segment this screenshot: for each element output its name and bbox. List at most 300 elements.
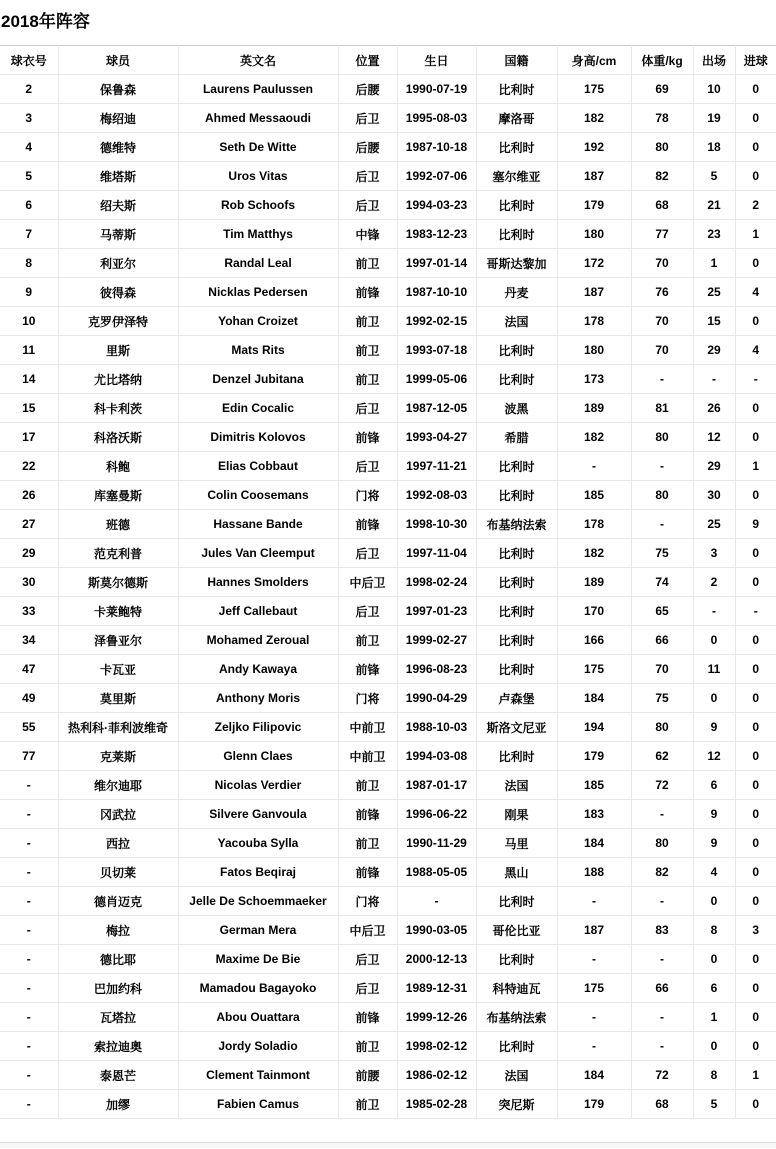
table-cell: 80 [631, 481, 693, 510]
table-cell: 黑山 [476, 858, 557, 887]
table-cell: 6 [693, 771, 735, 800]
table-cell: German Mera [178, 916, 338, 945]
page-title: 2018年阵容 [1, 12, 90, 31]
table-cell: 1990-07-19 [397, 75, 476, 104]
table-cell: 77 [0, 742, 58, 771]
table-cell: 1987-10-10 [397, 278, 476, 307]
table-cell: 26 [693, 394, 735, 423]
table-cell: 70 [631, 307, 693, 336]
table-cell: - [0, 945, 58, 974]
table-cell: - [557, 1032, 631, 1061]
table-cell: 班德 [58, 510, 178, 539]
table-cell: 1 [735, 452, 776, 481]
table-cell: 1996-08-23 [397, 655, 476, 684]
table-row [0, 974, 776, 1003]
table-cell: 0 [735, 539, 776, 568]
table-cell: 72 [631, 771, 693, 800]
table-row [0, 771, 776, 800]
table-cell: 中前卫 [338, 713, 397, 742]
table-cell: 斯洛文尼亚 [476, 713, 557, 742]
table-cell: 科特迪瓦 [476, 974, 557, 1003]
table-cell: 68 [631, 191, 693, 220]
table-cell: 9 [735, 510, 776, 539]
table-row [0, 568, 776, 597]
table-cell: 7 [0, 220, 58, 249]
table-cell: 前锋 [338, 423, 397, 452]
table-cell: 77 [631, 220, 693, 249]
table-cell: 3 [693, 539, 735, 568]
table-row [0, 1061, 776, 1090]
table-cell: 0 [693, 945, 735, 974]
table-cell: 62 [631, 742, 693, 771]
table-cell: 80 [631, 133, 693, 162]
table-cell: 180 [557, 220, 631, 249]
table-cell: Yacouba Sylla [178, 829, 338, 858]
table-cell: Tim Matthys [178, 220, 338, 249]
table-cell: 1990-11-29 [397, 829, 476, 858]
table-row [0, 249, 776, 278]
table-row [0, 626, 776, 655]
table-row [0, 1090, 776, 1119]
table-cell: 0 [735, 858, 776, 887]
table-cell: 74 [631, 568, 693, 597]
column-header: 球员 [58, 46, 178, 75]
table-cell: 0 [735, 800, 776, 829]
table-cell: Elias Cobbaut [178, 452, 338, 481]
table-row [0, 684, 776, 713]
table-cell: 比利时 [476, 742, 557, 771]
table-cell: 加缪 [58, 1090, 178, 1119]
table-cell: 德比耶 [58, 945, 178, 974]
table-cell: 比利时 [476, 655, 557, 684]
table-cell: 比利时 [476, 365, 557, 394]
table-cell: 182 [557, 423, 631, 452]
table-cell: 175 [557, 974, 631, 1003]
table-cell: 范克利普 [58, 539, 178, 568]
table-cell: 中后卫 [338, 568, 397, 597]
table-cell: Denzel Jubitana [178, 365, 338, 394]
table-cell: 0 [735, 394, 776, 423]
table-cell: 11 [693, 655, 735, 684]
table-cell: 192 [557, 133, 631, 162]
table-cell: 172 [557, 249, 631, 278]
table-cell: Nicolas Verdier [178, 771, 338, 800]
table-cell: 前锋 [338, 858, 397, 887]
table-cell: 1985-02-28 [397, 1090, 476, 1119]
table-cell: 前锋 [338, 278, 397, 307]
table-cell: 2 [0, 75, 58, 104]
table-cell: 前卫 [338, 1032, 397, 1061]
table-cell: 维尔迪耶 [58, 771, 178, 800]
table-row [0, 916, 776, 945]
table-cell: 前腰 [338, 1061, 397, 1090]
table-cell: 里斯 [58, 336, 178, 365]
table-cell: 184 [557, 1061, 631, 1090]
table-cell: 70 [631, 336, 693, 365]
table-cell: 68 [631, 1090, 693, 1119]
table-cell: 8 [693, 916, 735, 945]
table-cell: 0 [735, 655, 776, 684]
table-cell: 后卫 [338, 394, 397, 423]
table-cell: 前锋 [338, 510, 397, 539]
table-cell: - [0, 1032, 58, 1061]
column-header: 生日 [397, 46, 476, 75]
table-cell: 前卫 [338, 829, 397, 858]
table-cell: 克罗伊泽特 [58, 307, 178, 336]
table-cell: 马蒂斯 [58, 220, 178, 249]
table-cell: 0 [735, 133, 776, 162]
table-cell: 梅绍迪 [58, 104, 178, 133]
table-cell: 0 [693, 626, 735, 655]
table-cell: 4 [693, 858, 735, 887]
table-cell: 66 [631, 626, 693, 655]
table-cell: - [631, 452, 693, 481]
table-cell: 德维特 [58, 133, 178, 162]
table-cell: 德肖迈克 [58, 887, 178, 916]
table-cell: 72 [631, 1061, 693, 1090]
table-cell: 比利时 [476, 1032, 557, 1061]
table-cell: Yohan Croizet [178, 307, 338, 336]
table-cell: 后卫 [338, 162, 397, 191]
table-cell: 比利时 [476, 191, 557, 220]
table-cell: 1990-03-05 [397, 916, 476, 945]
table-cell: 尤比塔纳 [58, 365, 178, 394]
table-cell: Uros Vitas [178, 162, 338, 191]
table-cell: 10 [693, 75, 735, 104]
table-cell: 15 [693, 307, 735, 336]
table-cell: 82 [631, 858, 693, 887]
table-cell: 后腰 [338, 133, 397, 162]
table-cell: 0 [735, 1003, 776, 1032]
table-cell: 莫里斯 [58, 684, 178, 713]
table-cell: 0 [735, 742, 776, 771]
table-cell: 55 [0, 713, 58, 742]
table-cell: 0 [735, 626, 776, 655]
table-cell: 0 [735, 829, 776, 858]
table-row [0, 481, 776, 510]
table-cell: Jeff Callebaut [178, 597, 338, 626]
table-cell: 1995-08-03 [397, 104, 476, 133]
table-footer-empty-row [0, 1119, 776, 1143]
table-cell: 1996-06-22 [397, 800, 476, 829]
table-cell: 1 [693, 1003, 735, 1032]
table-cell: 184 [557, 684, 631, 713]
table-cell: - [0, 771, 58, 800]
table-row [0, 713, 776, 742]
table-cell: 比利时 [476, 539, 557, 568]
table-cell: 17 [0, 423, 58, 452]
table-cell: - [693, 597, 735, 626]
table-cell: 1999-05-06 [397, 365, 476, 394]
table-cell: 门将 [338, 684, 397, 713]
table-cell: 泽鲁亚尔 [58, 626, 178, 655]
table-cell: 塞尔维亚 [476, 162, 557, 191]
table-cell: 184 [557, 829, 631, 858]
table-cell: 梅拉 [58, 916, 178, 945]
table-cell: 0 [735, 481, 776, 510]
table-cell: 5 [693, 1090, 735, 1119]
table-cell: 1 [735, 220, 776, 249]
table-cell: 前卫 [338, 771, 397, 800]
table-cell: Mamadou Bagayoko [178, 974, 338, 1003]
table-cell: 科洛沃斯 [58, 423, 178, 452]
table-cell: 6 [0, 191, 58, 220]
table-cell: 比利时 [476, 220, 557, 249]
column-header: 位置 [338, 46, 397, 75]
table-cell: 1999-02-27 [397, 626, 476, 655]
table-cell: 4 [735, 278, 776, 307]
table-cell: 9 [693, 800, 735, 829]
table-cell: 3 [735, 916, 776, 945]
table-cell: Mohamed Zeroual [178, 626, 338, 655]
table-cell: Nicklas Pedersen [178, 278, 338, 307]
table-cell: 70 [631, 655, 693, 684]
table-cell: 4 [0, 133, 58, 162]
table-cell: 10 [0, 307, 58, 336]
table-cell: Abou Ouattara [178, 1003, 338, 1032]
table-cell: 斯莫尔德斯 [58, 568, 178, 597]
table-cell: Randal Leal [178, 249, 338, 278]
table-row [0, 104, 776, 133]
table-cell: 2000-12-13 [397, 945, 476, 974]
table-cell: Clement Tainmont [178, 1061, 338, 1090]
table-cell: 法国 [476, 1061, 557, 1090]
table-body [0, 75, 776, 1119]
table-cell: 冈武拉 [58, 800, 178, 829]
table-cell: - [0, 887, 58, 916]
table-header [0, 46, 776, 75]
table-cell: 前锋 [338, 655, 397, 684]
table-cell: 比利时 [476, 626, 557, 655]
table-cell: 保鲁森 [58, 75, 178, 104]
table-cell: 11 [0, 336, 58, 365]
table-cell: 3 [0, 104, 58, 133]
table-cell: 库塞曼斯 [58, 481, 178, 510]
table-row [0, 829, 776, 858]
table-cell: 摩洛哥 [476, 104, 557, 133]
table-cell: 179 [557, 1090, 631, 1119]
table-cell: 1987-12-05 [397, 394, 476, 423]
header-row [0, 46, 776, 75]
table-cell: - [631, 1032, 693, 1061]
table-cell: 76 [631, 278, 693, 307]
table-cell: 179 [557, 191, 631, 220]
table-cell: Maxime De Bie [178, 945, 338, 974]
table-cell: 65 [631, 597, 693, 626]
table-cell: 9 [693, 829, 735, 858]
table-cell: 47 [0, 655, 58, 684]
table-cell: 75 [631, 684, 693, 713]
table-cell: 0 [735, 104, 776, 133]
table-cell: 80 [631, 829, 693, 858]
table-cell: 前卫 [338, 307, 397, 336]
table-cell: Dimitris Kolovos [178, 423, 338, 452]
table-cell: 突尼斯 [476, 1090, 557, 1119]
table-cell: 0 [735, 423, 776, 452]
table-cell: 0 [735, 713, 776, 742]
table-cell: Glenn Claes [178, 742, 338, 771]
table-cell: 27 [0, 510, 58, 539]
table-cell: 30 [693, 481, 735, 510]
table-cell: 1987-10-18 [397, 133, 476, 162]
table-cell: 178 [557, 307, 631, 336]
table-cell: 22 [0, 452, 58, 481]
table-cell: 1983-12-23 [397, 220, 476, 249]
table-cell: 1997-01-14 [397, 249, 476, 278]
table-cell: 175 [557, 75, 631, 104]
table-cell: 0 [735, 568, 776, 597]
table-cell: 后卫 [338, 974, 397, 1003]
table-cell: 182 [557, 539, 631, 568]
table-cell: 门将 [338, 481, 397, 510]
table-cell: - [557, 452, 631, 481]
table-cell: 前卫 [338, 626, 397, 655]
table-cell: 后卫 [338, 539, 397, 568]
table-cell: 1 [693, 249, 735, 278]
table-cell: 绍夫斯 [58, 191, 178, 220]
table-cell: 后卫 [338, 452, 397, 481]
table-cell: 1 [735, 1061, 776, 1090]
table-cell: 0 [693, 887, 735, 916]
table-cell: 0 [693, 1032, 735, 1061]
table-cell: 14 [0, 365, 58, 394]
table-cell: 173 [557, 365, 631, 394]
table-cell: 21 [693, 191, 735, 220]
table-cell: 8 [0, 249, 58, 278]
table-cell: 0 [735, 162, 776, 191]
table-cell: Hannes Smolders [178, 568, 338, 597]
table-cell: 1992-08-03 [397, 481, 476, 510]
table-cell: 哥伦比亚 [476, 916, 557, 945]
table-cell: 178 [557, 510, 631, 539]
table-cell: 克莱斯 [58, 742, 178, 771]
table-cell: 0 [735, 974, 776, 1003]
table-cell: 34 [0, 626, 58, 655]
table-cell: Fabien Camus [178, 1090, 338, 1119]
table-cell: - [631, 1003, 693, 1032]
table-row [0, 191, 776, 220]
table-cell: 187 [557, 278, 631, 307]
table-cell: 比利时 [476, 336, 557, 365]
table-cell: 0 [735, 684, 776, 713]
table-cell: 科鲍 [58, 452, 178, 481]
table-cell: 后腰 [338, 75, 397, 104]
table-cell: - [0, 1003, 58, 1032]
table-cell: - [693, 365, 735, 394]
table-cell: 5 [693, 162, 735, 191]
table-cell: 比利时 [476, 945, 557, 974]
table-cell: 中前卫 [338, 742, 397, 771]
table-cell: 丹麦 [476, 278, 557, 307]
table-cell: Silvere Ganvoula [178, 800, 338, 829]
table-cell: 9 [693, 713, 735, 742]
table-cell: - [0, 800, 58, 829]
table-cell: 1990-04-29 [397, 684, 476, 713]
table-row [0, 75, 776, 104]
table-cell: Hassane Bande [178, 510, 338, 539]
table-cell: 4 [735, 336, 776, 365]
table-row [0, 655, 776, 684]
table-cell: 法国 [476, 307, 557, 336]
table-row [0, 278, 776, 307]
table-cell: 185 [557, 481, 631, 510]
table-cell: - [631, 800, 693, 829]
table-row [0, 394, 776, 423]
table-cell: Andy Kawaya [178, 655, 338, 684]
table-cell: 12 [693, 423, 735, 452]
table-cell: 比利时 [476, 597, 557, 626]
table-cell: Jelle De Schoemmaeker [178, 887, 338, 916]
table-cell: 170 [557, 597, 631, 626]
table-cell: 布基纳法索 [476, 510, 557, 539]
column-header: 英文名 [178, 46, 338, 75]
table-cell: 哥斯达黎加 [476, 249, 557, 278]
table-cell: 166 [557, 626, 631, 655]
table-cell: - [557, 1003, 631, 1032]
table-cell: 29 [0, 539, 58, 568]
bottom-strip [0, 1143, 776, 1148]
table-cell: Anthony Moris [178, 684, 338, 713]
table-cell: 25 [693, 510, 735, 539]
table-cell: 1994-03-08 [397, 742, 476, 771]
table-cell: 182 [557, 104, 631, 133]
table-cell: 185 [557, 771, 631, 800]
table-row [0, 452, 776, 481]
table-cell: - [557, 945, 631, 974]
table-cell: - [0, 1090, 58, 1119]
table-cell: - [631, 945, 693, 974]
table-cell: Edin Cocalic [178, 394, 338, 423]
table-cell: 巴加约科 [58, 974, 178, 1003]
table-cell: 8 [693, 1061, 735, 1090]
table-cell: - [735, 597, 776, 626]
table-cell: 法国 [476, 771, 557, 800]
table-cell: 比利时 [476, 887, 557, 916]
table-cell: 18 [693, 133, 735, 162]
table-cell: - [735, 365, 776, 394]
table-cell: 西拉 [58, 829, 178, 858]
table-cell: 194 [557, 713, 631, 742]
column-header: 国籍 [476, 46, 557, 75]
table-cell: 比利时 [476, 568, 557, 597]
table-cell: 后卫 [338, 191, 397, 220]
table-cell: 1992-07-06 [397, 162, 476, 191]
table-cell: 1997-11-04 [397, 539, 476, 568]
table-cell: - [631, 510, 693, 539]
table-cell: 82 [631, 162, 693, 191]
table-cell: 1993-04-27 [397, 423, 476, 452]
table-cell: Rob Schoofs [178, 191, 338, 220]
table-cell: - [0, 858, 58, 887]
table-cell: 前卫 [338, 249, 397, 278]
table-cell: 80 [631, 423, 693, 452]
table-row [0, 510, 776, 539]
table-cell: 70 [631, 249, 693, 278]
table-cell: Laurens Paulussen [178, 75, 338, 104]
table-row [0, 220, 776, 249]
table-cell: 75 [631, 539, 693, 568]
table-cell: 前卫 [338, 336, 397, 365]
table-cell: 1997-11-21 [397, 452, 476, 481]
table-cell: 69 [631, 75, 693, 104]
table-cell: 1987-01-17 [397, 771, 476, 800]
table-cell: 0 [735, 249, 776, 278]
table-cell: 比利时 [476, 133, 557, 162]
table-cell: - [0, 916, 58, 945]
table-cell: 彼得森 [58, 278, 178, 307]
table-cell: 马里 [476, 829, 557, 858]
table-cell: 1998-02-24 [397, 568, 476, 597]
